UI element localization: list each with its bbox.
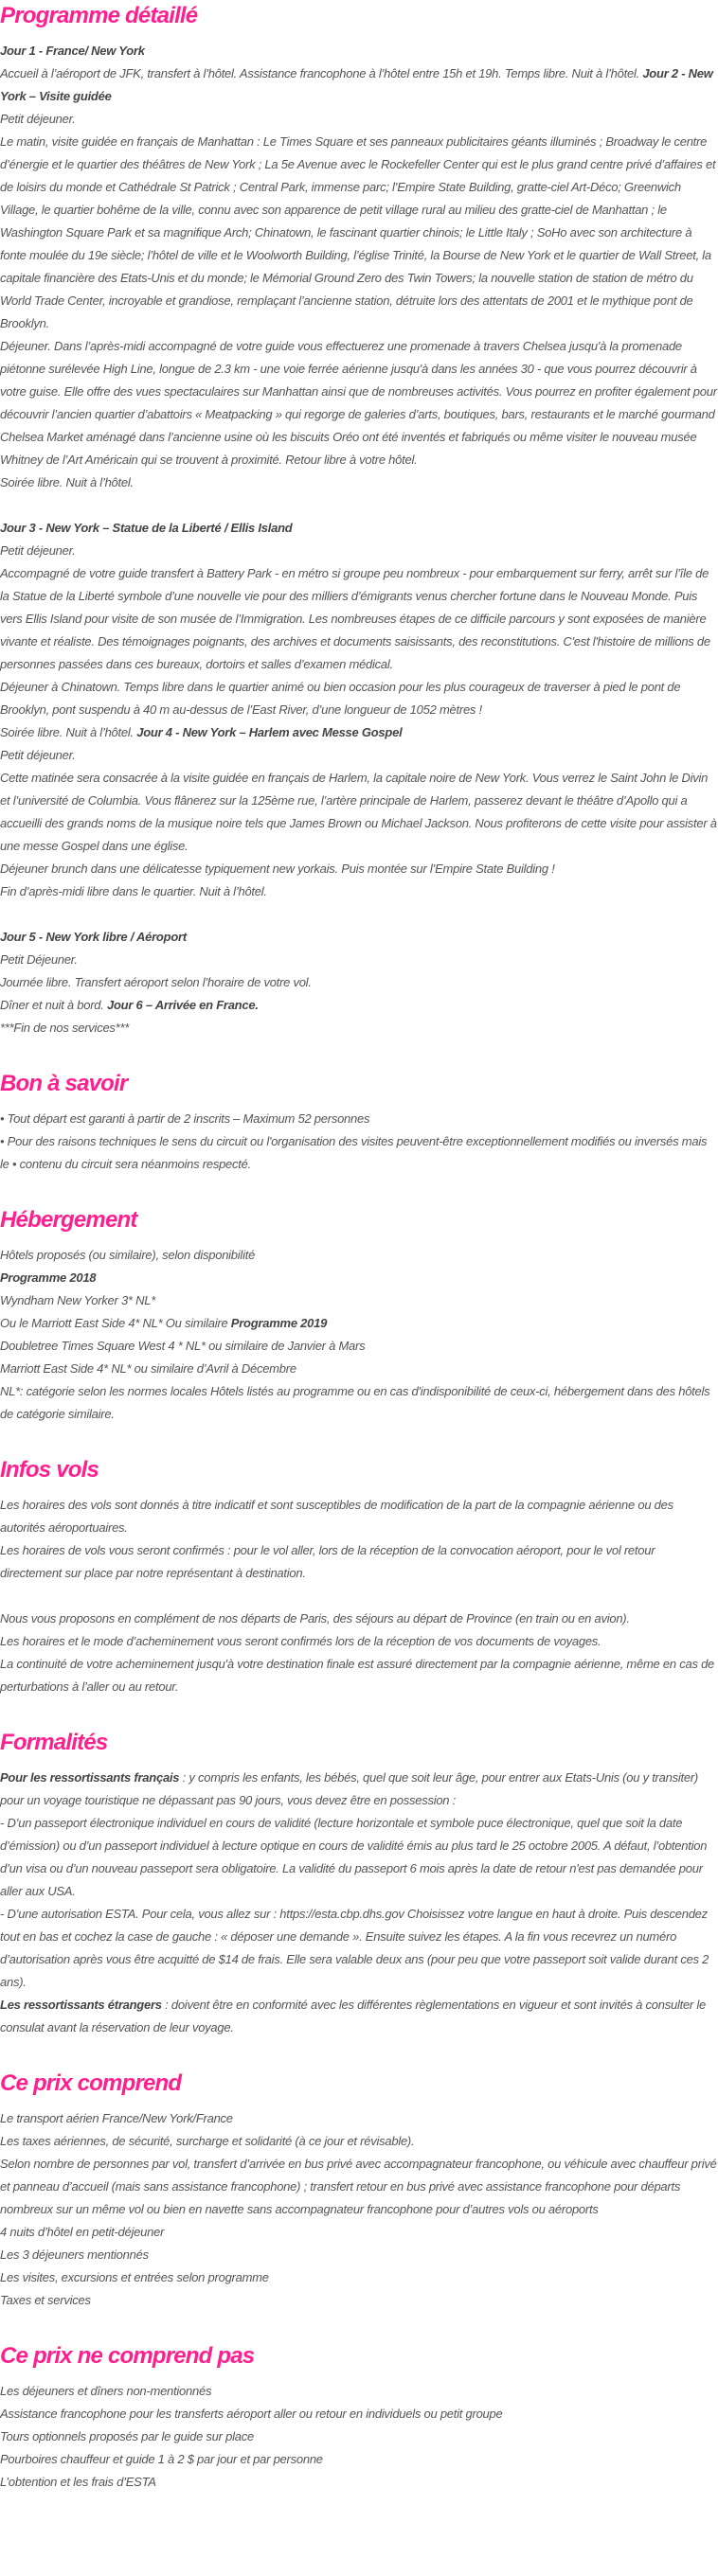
paragraph bbox=[0, 2221, 718, 2244]
text: • Tout départ est garanti à partir de 2 inscrits – Maximum 52 personnes bbox=[0, 1111, 370, 1126]
text: Déjeuner à Chinatown. Temps libre dans le quartier animé ou bien occasion pour les plus courageux de traverser à pied le pont de Brooklyn, pont suspendu à 40 m au-dessus de l’East River, d’une longueur de 1052 mètres ! bbox=[0, 680, 681, 717]
paragraph bbox=[0, 1312, 718, 1335]
paragraph bbox=[0, 471, 718, 494]
paragraph bbox=[0, 2289, 718, 2312]
paragraph bbox=[0, 767, 718, 858]
paragraph bbox=[0, 108, 718, 131]
section-bon-a-savoir bbox=[0, 1068, 718, 1176]
text: Déjeuner brunch dans une délicatesse typiquement new yorkais. Puis montée sur l’Empire State Building ! bbox=[0, 862, 555, 876]
text: Selon nombre de personnes par vol, transfert d’arrivée en bus privé avec accompagnateur francophone, ou véhicule avec chauffeur privé et panneau d’accueil (mais sans assistance francophone) ; transfert retour en bus privé avec assistance francophone pour départs nombreux sur un même vol ou bien en navette sans accompagnateur francophone pour d’autres vols ou aéroports bbox=[0, 2157, 717, 2216]
paragraph bbox=[0, 1130, 718, 1176]
bold-text: Jour 4 - New York – Harlem avec Messe Gospel bbox=[136, 725, 403, 739]
paragraph bbox=[0, 1494, 718, 1539]
text: Les horaires de vols vous seront confirmés : pour le vol aller, lors de la réception de la convocation aéroport, pour le vol retour directement sur place par notre représentant à destination. bbox=[0, 1543, 655, 1580]
section-heading: Ce prix ne comprend pas bbox=[0, 2343, 255, 2369]
paragraph bbox=[0, 1903, 718, 1994]
section-programme-detaille bbox=[0, 0, 718, 1039]
paragraph bbox=[0, 2107, 718, 2130]
paragraph bbox=[0, 540, 718, 562]
text: Fin d’après-midi libre dans le quartier. Nuit à l’hôtel. bbox=[0, 884, 267, 898]
text: Ou le Marriott East Side 4* NL* Ou similaire bbox=[0, 1316, 231, 1330]
text: Petit déjeuner. bbox=[0, 543, 76, 558]
paragraph bbox=[0, 2130, 718, 2153]
paragraph bbox=[0, 2380, 718, 2403]
section-ce-prix-ne-comprend-pas bbox=[0, 2340, 718, 2494]
paragraph bbox=[0, 744, 718, 767]
paragraph bbox=[0, 880, 718, 903]
paragraph bbox=[0, 2266, 718, 2289]
paragraph bbox=[0, 1380, 718, 1426]
paragraph bbox=[0, 1608, 718, 1630]
paragraph bbox=[0, 2425, 718, 2448]
section-heading: Hébergement bbox=[0, 1207, 137, 1233]
paragraph bbox=[0, 1630, 718, 1653]
text: 4 nuits d’hôtel en petit-déjeuner bbox=[0, 2225, 165, 2239]
section-infos-vols bbox=[0, 1454, 718, 1698]
text: Les horaires et le mode d’acheminement vous seront confirmés lors de la réception de vos documents de voyages. bbox=[0, 1634, 601, 1648]
text: Les visites, excursions et entrées selon programme bbox=[0, 2270, 269, 2284]
paragraph bbox=[0, 994, 718, 1017]
paragraph bbox=[0, 676, 718, 721]
text: Petit Déjeuner. bbox=[0, 952, 78, 967]
paragraph bbox=[0, 1358, 718, 1380]
text: L’obtention et les frais d’ESTA bbox=[0, 2475, 156, 2489]
paragraph bbox=[0, 62, 718, 108]
text: Petit déjeuner. bbox=[0, 112, 76, 126]
paragraph bbox=[0, 1767, 718, 1812]
text: Accompagné de votre guide transfert à Battery Park - en métro si groupe peu nombreux - pour embarquement sur ferry, arrêt sur l’île de la Statue de la Liberté symbole d’une nouvelle vie pour des milliers d’émigrants venus chercher fortune dans le Nouveau Monde. Puis vers Ellis Island pour visite de son musée de l’Immigration. Les nombreuses étapes de ce difficile parcours y sont exposées de manière vivante et réaliste. Des témoignages poignants, des archives et documents saisissants, des reconstitutions. C'est l'histoire de millions de personnes passées dans ces bureaux, dortoirs et salles d’examen médical. bbox=[0, 566, 710, 671]
paragraph bbox=[0, 562, 718, 676]
paragraph bbox=[0, 1994, 718, 2039]
text: Tours optionnels proposés par le guide sur place bbox=[0, 2429, 254, 2443]
paragraph bbox=[0, 131, 718, 335]
text: Assistance francophone pour les transferts aéroport aller ou retour en individuels ou petit groupe bbox=[0, 2407, 503, 2421]
paragraph bbox=[0, 949, 718, 971]
bold-text: Programme 2019 bbox=[230, 1316, 328, 1330]
text: Accueil à l’aéroport de JFK, transfert à l’hôtel. Assistance francophone à l’hôtel entre 15h et 19h. Temps libre. Nuit à l’hôtel. bbox=[0, 66, 643, 80]
section-formalites bbox=[0, 1727, 718, 2039]
paragraph bbox=[0, 1244, 718, 1267]
text: - D’un passeport électronique individuel en cours de validité (lecture horizontale et symbole puce électronique, quel que soit la date d’émission) ou d’un passeport individuel à lecture optique en cours de validité émis au plus tard le 25 octobre 2005. A défaut, l’obtention d’un visa ou d’un nouveau passeport sera obligatoire. La validité du passeport 6 mois après la date de retour n'est pas demandée pour aller aux USA. bbox=[0, 1816, 708, 1898]
paragraph bbox=[0, 1108, 718, 1130]
text: Petit déjeuner. bbox=[0, 748, 76, 762]
section-ce-prix-comprend bbox=[0, 2068, 718, 2312]
text: La continuité de votre acheminement jusqu'à votre destination finale est assuré directement par la compagnie aérienne, même en cas de perturbations à l’aller ou au retour. bbox=[0, 1657, 715, 1694]
section-heading: Infos vols bbox=[0, 1457, 99, 1483]
paragraph bbox=[0, 971, 718, 994]
text: Cette matinée sera consacrée à la visite guidée en français de Harlem, la capitale noire de New York. Vous verrez le Saint John le Divin et l’université de Columbia. Vous flânerez sur la 125ème rue, l’artère principale de Harlem, passerez devant le théâtre d’Apollo qui a accueilli des grands noms de la musique noire tels que James Brown ou Michael Jackson. Nous profiterons de cette visite pour assister à une messe Gospel dans une église. bbox=[0, 771, 717, 853]
paragraph bbox=[0, 2244, 718, 2266]
bold-text: Jour 5 - New York libre / Aéroport bbox=[0, 930, 187, 944]
section-heading: Formalités bbox=[0, 1730, 108, 1755]
paragraph bbox=[0, 2448, 718, 2471]
paragraph bbox=[0, 1539, 718, 1585]
bold-text: Programme 2018 bbox=[0, 1270, 97, 1285]
text: Les taxes aériennes, de sécurité, surcharge et solidarité (à ce jour et révisable). bbox=[0, 2134, 415, 2148]
text: - D’une autorisation ESTA. Pour cela, vous allez sur : https://esta.cbp.dhs.gov Choisissez votre langue en haut à droite. Puis descendez tout en bas et cochez la case de gauche : « déposer une demande ». Ensuite suivez les étapes. A la fin vous recevrez un numéro d’autorisation après vous être acquitté de $14 de frais. Elle sera valable deux ans (pour peu que votre passeport soit valide durant ces 2 ans). bbox=[0, 1907, 709, 1989]
text: : y compris les enfants, les bébés, quel que soit leur âge, pour entrer aux Etats-Unis (ou y transiter) pour un voyage touristique ne dépassant pas 90 jours, vous devez être en possession : bbox=[0, 1770, 698, 1807]
paragraph bbox=[0, 1289, 718, 1312]
text: Nous vous proposons en complément de nos départs de Paris, des séjours au départ de Province (en train ou en avion). bbox=[0, 1611, 630, 1626]
text: Hôtels proposés (ou similaire), selon disponibilité bbox=[0, 1248, 256, 1262]
section-heading: Bon à savoir bbox=[0, 1071, 128, 1096]
paragraph bbox=[0, 1335, 718, 1358]
bold-text: Jour 1 - France/ New York bbox=[0, 44, 145, 58]
paragraph bbox=[0, 1267, 718, 1289]
text: NL*: catégorie selon les normes locales Hôtels listés au programme ou en cas d'indisponibilité de ceux-ci, hébergement dans des hôtels de catégorie similaire. bbox=[0, 1384, 710, 1421]
text: : doivent être en conformité avec les différentes règlementations en vigueur et sont invités à consulter le consulat avant la réservation de leur voyage. bbox=[0, 1998, 706, 2034]
text: • Pour des raisons techniques le sens du circuit ou l'organisation des visites peuvent-être exceptionnellement modifiés ou inversés mais le • contenu du circuit sera néanmoins respecté. bbox=[0, 1134, 708, 1171]
blank-line bbox=[0, 903, 718, 926]
text: Taxes et services bbox=[0, 2293, 91, 2307]
text: Marriott East Side 4* NL* ou similaire d’Avril à Décembre bbox=[0, 1361, 296, 1376]
blank-line bbox=[0, 494, 718, 517]
paragraph bbox=[0, 858, 718, 880]
text: Soirée libre. Nuit à l’hôtel. bbox=[0, 725, 137, 739]
paragraph bbox=[0, 517, 718, 540]
section-hebergement bbox=[0, 1204, 718, 1426]
text: Déjeuner. Dans l’après-midi accompagné de votre guide vous effectuerez une promenade à travers Chelsea jusqu'à la promenade piétonne surélevée High Line, longue de 2.3 km - une voie ferrée aérienne jusqu'à dans les années 30 - que vous pourrez découvrir à votre guise. Elle offre des vues spectaculaires sur Manhattan ainsi que de nombreuses activités. Vous pourrez en profiter également pour découvrir l’ancien quartier d’abattoirs « Meatpacking » qui regorge de galeries d’arts, boutiques, bars, restaurants et le marché gourmand Chelsea Market aménagé dans l’ancienne usine où les biscuits Oréo ont été inventés et fabriqués ou même visiter le nouveau musée Whitney de l’Art Américain qui se trouvent à proximité. Retour libre à votre hôtel. bbox=[0, 339, 717, 467]
paragraph bbox=[0, 2153, 718, 2221]
text: Les 3 déjeuners mentionnés bbox=[0, 2247, 149, 2262]
paragraph bbox=[0, 1812, 718, 1903]
paragraph bbox=[0, 1653, 718, 1698]
paragraph bbox=[0, 40, 718, 62]
paragraph bbox=[0, 926, 718, 949]
bold-text: Les ressortissants étrangers bbox=[0, 1998, 162, 2012]
paragraph bbox=[0, 2471, 718, 2494]
bold-text: Jour 3 - New York – Statue de la Liberté / Ellis Island bbox=[0, 521, 293, 535]
text: Dîner et nuit à bord. bbox=[0, 998, 108, 1012]
text: Journée libre. Transfert aéroport selon l’horaire de votre vol. bbox=[0, 975, 312, 989]
bold-text: Jour 2 - New York – Visite guidée bbox=[0, 66, 713, 103]
text: Doubletree Times Square West 4 * NL* ou similaire de Janvier à Mars bbox=[0, 1339, 366, 1353]
paragraph bbox=[0, 335, 718, 471]
text: Le transport aérien France/New York/France bbox=[0, 2111, 233, 2125]
section-heading: Programme détaillé bbox=[0, 3, 198, 28]
paragraph bbox=[0, 1017, 718, 1039]
text: Les déjeuners et dîners non-mentionnés bbox=[0, 2384, 212, 2398]
section-heading: Ce prix comprend bbox=[0, 2070, 182, 2096]
blank-line bbox=[0, 1585, 718, 1608]
text: Soirée libre. Nuit à l’hôtel. bbox=[0, 475, 134, 489]
text: Le matin, visite guidée en français de Manhattan : Le Times Square et ses panneaux publicitaires géants illuminés ; Broadway le centre d’énergie et le quartier des théâtres de New York ; La 5e Avenue avec le Rockefeller Center qui est le plus grand centre privé d’affaires et de loisirs du monde et Cathédrale St Patrick ; Central Park, immense parc; l’Empire State Building, gratte-ciel Art-Déco; Greenwich Village, le quartier bohême de la ville, connu avec son apparence de petit village rural au milieu des gratte-ciel de Manhattan ; le Washington Square Park et sa magnifique Arch; Chinatown, le fascinant quartier chinois; le Little Italy ; SoHo avec son architecture à fonte moulée du 19e siècle; l’hôtel de ville et le Woolworth Building, l’église Trinité, la Bourse de New York et le quartier de Wall Street, la capitale financière des Etats-Unis et du monde; le Mémorial Ground Zero des Twin Towers; la nouvelle station de station de métro du World Trade Center, incroyable et grandiose, remplaçant l’ancienne station, détruite lors des attentats de 2001 et le mythique pont de Brooklyn. bbox=[0, 134, 716, 330]
bold-text: Jour 6 – Arrivée en France. bbox=[107, 998, 259, 1012]
text: Pourboires chauffeur et guide 1 à 2 $ par jour et par personne bbox=[0, 2452, 323, 2466]
text: Wyndham New Yorker 3* NL* bbox=[0, 1293, 156, 1307]
paragraph bbox=[0, 2403, 718, 2425]
bold-text: Pour les ressortissants français bbox=[0, 1770, 180, 1785]
paragraph bbox=[0, 721, 718, 744]
text: ***Fin de nos services*** bbox=[0, 1021, 130, 1035]
text: Les horaires des vols sont donnés à titre indicatif et sont susceptibles de modification de la part de la compagnie aérienne ou des autorités aéroportuaires. bbox=[0, 1498, 673, 1535]
